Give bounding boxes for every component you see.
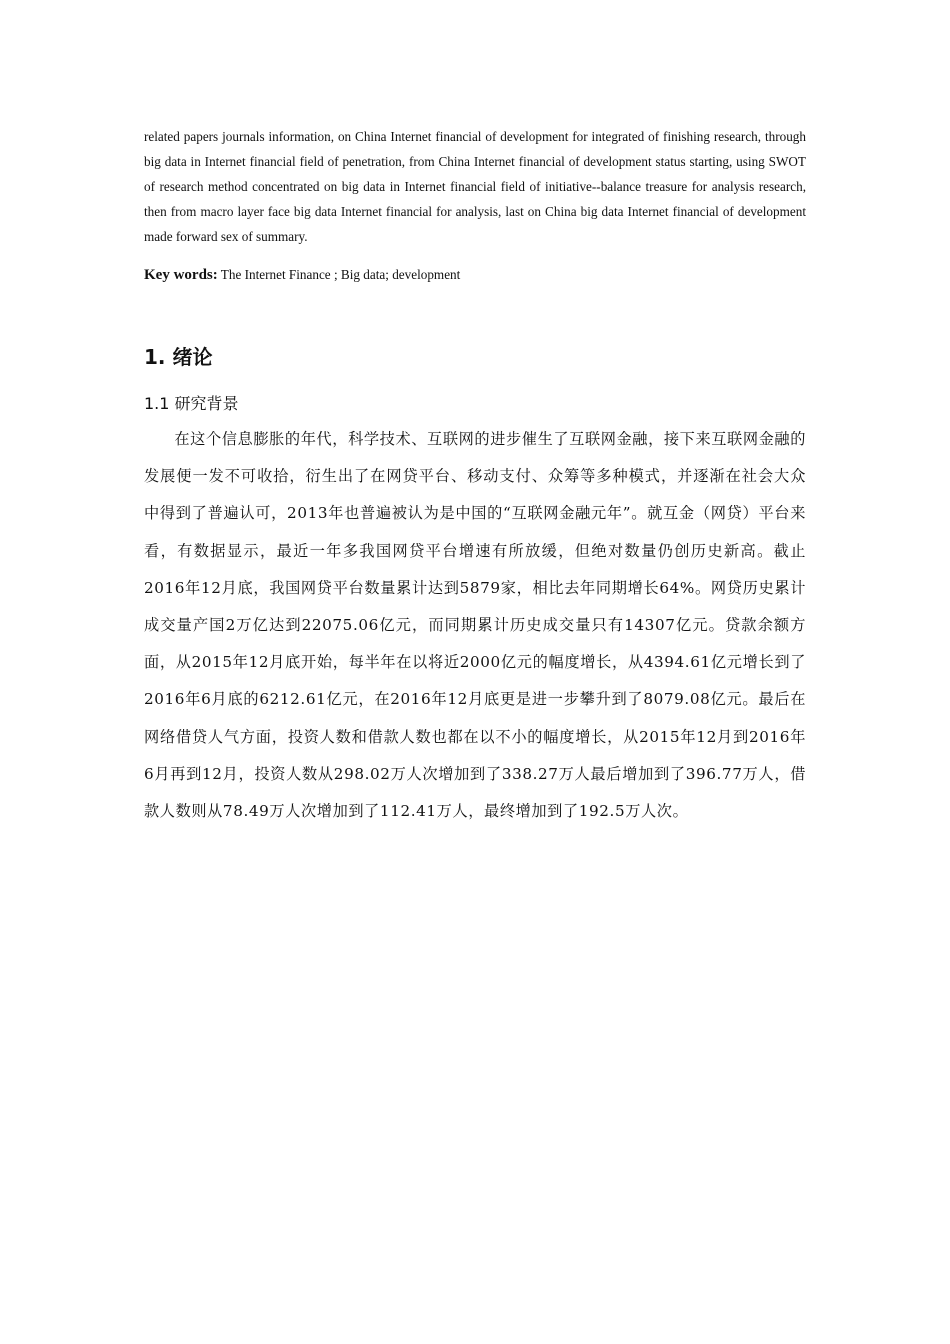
subsection-heading: 1.1 研究背景	[144, 394, 239, 413]
keywords-label: Key words:	[144, 267, 218, 283]
keywords-line	[144, 265, 806, 285]
keywords-value: The Internet Finance ; Big data; development	[217, 267, 461, 282]
section-heading: 1. 绪论	[144, 345, 213, 369]
document-page	[144, 124, 806, 830]
body-paragraph: 在这个信息膨胀的年代，科学技术、互联网的进步催生了互联网金融，接下来互联网金融的发展便一发不可收拾，衍生出了在网贷平台、移动支付、众筹等多种模式，并逐渐在社会大众中得到了普遍认可，2013年也普遍被认为是中国的“互联网金融元年”。就互金（网贷）平台来看，有数据显示，最近一年多我国网贷平台增速有所放缓，但绝对数量仍创历史新高。截止2016年12月底，我国网贷平台数量累计达到5879家，相比去年同期增长64%。网贷历史累计成交量产国2万亿达到22075.06亿元，而同期累计历史成交量只有14307亿元。贷款余额方面，从2015年12月底开始，每半年在以将近2000亿元的幅度增长，从4394.61亿元增长到了2016年6月底的6212.61亿元，在2016年12月底更是进一步攀升到了8079.08亿元。最后在网络借贷人气方面，投资人数和借款人数也都在以不小的幅度增长，从2015年12月到2016年6月再到12月，投资人数从298.02万人次增加到了338.27万人最后增加到了396.77万人，借款人数则从78.49万人次增加到了112.41万人，最终增加到了192.5万人次。	[144, 430, 806, 821]
abstract-english: related papers journals information, on China Internet financial of development for integrated of finishing research, through big data in Internet financial field of penetration, from China Internet financial of development status starting, using SWOT of research method concentrated on big data in Internet financial field of initiative--balance treasure for analysis research, then from macro layer face big data Internet financial for analysis, last on China big data Internet financial of development made forward sex of summary.	[144, 129, 806, 244]
